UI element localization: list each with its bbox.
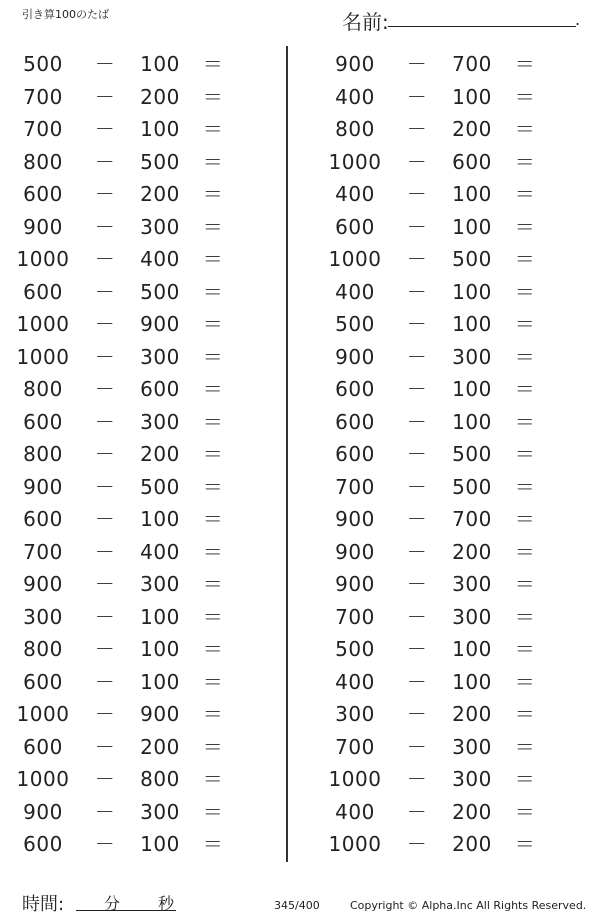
problem-row bbox=[326, 471, 600, 503]
equals-sign: ＝ bbox=[514, 182, 536, 206]
problem-row bbox=[326, 601, 600, 633]
right-problem-column bbox=[312, 48, 600, 860]
problem-row bbox=[326, 113, 600, 145]
equals-sign: ＝ bbox=[514, 507, 536, 531]
minuend: 400 bbox=[335, 799, 375, 824]
minus-sign: － bbox=[406, 182, 428, 206]
equals-sign: ＝ bbox=[202, 734, 224, 759]
subtrahend: 500 bbox=[140, 279, 180, 304]
equals-sign: ＝ bbox=[514, 344, 536, 369]
equals-sign: ＝ bbox=[514, 214, 536, 239]
problem-row bbox=[14, 113, 300, 145]
equals-sign: ＝ bbox=[202, 84, 224, 109]
seconds-label: 秒 bbox=[158, 894, 175, 913]
minuend: 700 bbox=[335, 604, 375, 629]
equals-sign: ＝ bbox=[202, 799, 224, 824]
minuend: 900 bbox=[335, 344, 375, 369]
problem-row bbox=[14, 568, 300, 600]
equals-sign: ＝ bbox=[514, 604, 536, 629]
minus-sign: － bbox=[406, 52, 428, 76]
subtrahend: 300 bbox=[452, 767, 492, 791]
subtrahend: 100 bbox=[452, 637, 492, 661]
minus-sign: － bbox=[406, 669, 428, 694]
equals-sign: ＝ bbox=[202, 832, 224, 856]
problem-row bbox=[326, 633, 600, 665]
minus-sign: － bbox=[94, 637, 116, 661]
equals-sign: ＝ bbox=[514, 669, 536, 694]
equals-sign: ＝ bbox=[514, 52, 536, 76]
minus-sign: － bbox=[406, 734, 428, 759]
minuend: 400 bbox=[335, 669, 375, 694]
minus-sign: － bbox=[406, 214, 428, 239]
equals-sign: ＝ bbox=[202, 279, 224, 304]
subtrahend: 100 bbox=[140, 669, 180, 694]
problem-row bbox=[14, 601, 300, 633]
minus-sign: － bbox=[94, 279, 116, 304]
minus-sign: － bbox=[406, 474, 428, 499]
equals-sign: ＝ bbox=[514, 442, 536, 466]
equals-sign: ＝ bbox=[514, 279, 536, 304]
minus-sign: － bbox=[94, 702, 116, 726]
subtrahend: 100 bbox=[140, 832, 180, 856]
minus-sign: － bbox=[94, 669, 116, 694]
equals-sign: ＝ bbox=[514, 474, 536, 499]
problem-area bbox=[0, 48, 600, 860]
problem-row bbox=[14, 731, 300, 763]
minus-sign: － bbox=[94, 344, 116, 369]
subtrahend: 100 bbox=[140, 117, 180, 141]
subtrahend: 200 bbox=[452, 702, 492, 726]
minus-sign: － bbox=[406, 442, 428, 466]
problem-row bbox=[326, 666, 600, 698]
minus-sign: － bbox=[94, 474, 116, 499]
minus-sign: － bbox=[406, 409, 428, 434]
subtrahend: 200 bbox=[452, 539, 492, 564]
subtrahend: 600 bbox=[140, 377, 180, 401]
equals-sign: ＝ bbox=[202, 507, 224, 531]
equals-sign: ＝ bbox=[202, 539, 224, 564]
equals-sign: ＝ bbox=[202, 702, 224, 726]
minuend: 1000 bbox=[328, 832, 382, 856]
time-label: 時間: bbox=[22, 894, 65, 915]
problem-row bbox=[14, 666, 300, 698]
minus-sign: － bbox=[406, 247, 428, 271]
problem-row bbox=[326, 81, 600, 113]
minus-sign: － bbox=[406, 832, 428, 856]
minus-sign: － bbox=[406, 637, 428, 661]
subtrahend: 100 bbox=[452, 279, 492, 304]
minuend: 600 bbox=[335, 377, 375, 401]
minuend: 900 bbox=[23, 214, 63, 239]
subtrahend: 100 bbox=[452, 214, 492, 239]
minuend: 400 bbox=[335, 182, 375, 206]
subtrahend: 300 bbox=[452, 734, 492, 759]
minus-sign: － bbox=[94, 832, 116, 856]
problem-row bbox=[14, 211, 300, 243]
subtrahend: 100 bbox=[452, 312, 492, 336]
minuend: 600 bbox=[335, 214, 375, 239]
minus-sign: － bbox=[406, 377, 428, 401]
minuend: 1000 bbox=[16, 344, 70, 369]
copyright-notice: Copyright © Alpha.Inc All Rights Reserved. bbox=[350, 899, 587, 912]
subtrahend: 300 bbox=[452, 344, 492, 369]
problem-row bbox=[14, 471, 300, 503]
minus-sign: － bbox=[406, 572, 428, 596]
minuend: 1000 bbox=[328, 767, 382, 791]
minuend: 600 bbox=[23, 182, 63, 206]
problem-row bbox=[326, 211, 600, 243]
subtrahend: 300 bbox=[140, 799, 180, 824]
minus-sign: － bbox=[94, 247, 116, 271]
subtrahend: 700 bbox=[452, 52, 492, 76]
subtrahend: 800 bbox=[140, 767, 180, 791]
minuend: 400 bbox=[335, 84, 375, 109]
subtrahend: 200 bbox=[452, 799, 492, 824]
subtrahend: 100 bbox=[140, 637, 180, 661]
equals-sign: ＝ bbox=[202, 637, 224, 661]
problem-row bbox=[326, 341, 600, 373]
problem-row bbox=[14, 698, 300, 730]
minus-sign: － bbox=[406, 539, 428, 564]
problem-row bbox=[14, 308, 300, 340]
problem-row bbox=[326, 731, 600, 763]
equals-sign: ＝ bbox=[514, 117, 536, 141]
minuend: 600 bbox=[23, 669, 63, 694]
subtrahend: 200 bbox=[452, 832, 492, 856]
subtrahend: 500 bbox=[452, 442, 492, 466]
name-label: 名前: bbox=[342, 10, 389, 34]
minus-sign: － bbox=[94, 799, 116, 824]
subtrahend: 100 bbox=[452, 669, 492, 694]
minus-sign: － bbox=[406, 604, 428, 629]
problem-row bbox=[14, 341, 300, 373]
equals-sign: ＝ bbox=[514, 832, 536, 856]
equals-sign: ＝ bbox=[514, 312, 536, 336]
minutes-label: 分 bbox=[104, 894, 121, 913]
minus-sign: － bbox=[94, 117, 116, 141]
subtrahend: 500 bbox=[452, 247, 492, 271]
minuend: 600 bbox=[335, 442, 375, 466]
equals-sign: ＝ bbox=[202, 767, 224, 791]
subtrahend: 900 bbox=[140, 702, 180, 726]
subtrahend: 300 bbox=[452, 604, 492, 629]
minuend: 800 bbox=[335, 117, 375, 141]
equals-sign: ＝ bbox=[202, 474, 224, 499]
minuend: 1000 bbox=[16, 312, 70, 336]
minus-sign: － bbox=[94, 214, 116, 239]
problem-row bbox=[14, 438, 300, 470]
problem-row bbox=[14, 796, 300, 828]
subtrahend: 400 bbox=[140, 539, 180, 564]
minuend: 800 bbox=[23, 149, 63, 174]
problem-row bbox=[14, 146, 300, 178]
equals-sign: ＝ bbox=[514, 247, 536, 271]
minuend: 900 bbox=[23, 474, 63, 499]
subtrahend: 100 bbox=[140, 507, 180, 531]
minuend: 600 bbox=[23, 409, 63, 434]
problem-row bbox=[14, 48, 300, 80]
problem-row bbox=[326, 796, 600, 828]
minuend: 900 bbox=[335, 52, 375, 76]
minuend: 600 bbox=[23, 734, 63, 759]
worksheet-title: 引き算100のたば bbox=[22, 8, 109, 21]
problem-row bbox=[326, 276, 600, 308]
subtrahend: 100 bbox=[452, 182, 492, 206]
minuend: 700 bbox=[335, 474, 375, 499]
subtrahend: 200 bbox=[140, 182, 180, 206]
equals-sign: ＝ bbox=[514, 702, 536, 726]
minus-sign: － bbox=[406, 117, 428, 141]
minuend: 700 bbox=[23, 84, 63, 109]
subtrahend: 100 bbox=[452, 84, 492, 109]
subtrahend: 300 bbox=[140, 409, 180, 434]
equals-sign: ＝ bbox=[202, 312, 224, 336]
minuend: 300 bbox=[23, 604, 63, 629]
minuend: 800 bbox=[23, 442, 63, 466]
minuend: 600 bbox=[23, 279, 63, 304]
problem-row bbox=[326, 828, 600, 860]
minuend: 700 bbox=[335, 734, 375, 759]
problem-row bbox=[14, 503, 300, 535]
problem-row bbox=[14, 178, 300, 210]
minuend: 1000 bbox=[16, 767, 70, 791]
subtrahend: 300 bbox=[140, 214, 180, 239]
subtrahend: 100 bbox=[140, 52, 180, 76]
minuend: 900 bbox=[23, 799, 63, 824]
problem-row bbox=[326, 536, 600, 568]
problem-row bbox=[326, 406, 600, 438]
equals-sign: ＝ bbox=[514, 149, 536, 174]
subtrahend: 200 bbox=[452, 117, 492, 141]
subtrahend: 500 bbox=[140, 149, 180, 174]
equals-sign: ＝ bbox=[514, 84, 536, 109]
equals-sign: ＝ bbox=[514, 377, 536, 401]
problem-row bbox=[326, 568, 600, 600]
minuend: 800 bbox=[23, 637, 63, 661]
problem-row bbox=[326, 146, 600, 178]
equals-sign: ＝ bbox=[202, 604, 224, 629]
minus-sign: － bbox=[94, 604, 116, 629]
minus-sign: － bbox=[406, 149, 428, 174]
problem-row bbox=[14, 763, 300, 795]
minus-sign: － bbox=[94, 84, 116, 109]
minus-sign: － bbox=[406, 507, 428, 531]
minuend: 500 bbox=[23, 52, 63, 76]
equals-sign: ＝ bbox=[202, 344, 224, 369]
equals-sign: ＝ bbox=[202, 117, 224, 141]
problem-row bbox=[14, 243, 300, 275]
minus-sign: － bbox=[406, 702, 428, 726]
equals-sign: ＝ bbox=[514, 799, 536, 824]
page-number: 345/400 bbox=[274, 899, 320, 912]
minuend: 1000 bbox=[328, 149, 382, 174]
problem-row bbox=[14, 276, 300, 308]
subtrahend: 400 bbox=[140, 247, 180, 271]
minuend: 600 bbox=[335, 409, 375, 434]
name-blank-line bbox=[388, 26, 576, 27]
equals-sign: ＝ bbox=[202, 247, 224, 271]
minuend: 300 bbox=[335, 702, 375, 726]
subtrahend: 500 bbox=[140, 474, 180, 499]
problem-row bbox=[326, 698, 600, 730]
problem-row bbox=[326, 763, 600, 795]
subtrahend: 900 bbox=[140, 312, 180, 336]
minuend: 900 bbox=[335, 507, 375, 531]
problem-row bbox=[326, 178, 600, 210]
minuend: 400 bbox=[335, 279, 375, 304]
subtrahend: 100 bbox=[452, 409, 492, 434]
minus-sign: － bbox=[94, 377, 116, 401]
subtrahend: 300 bbox=[452, 572, 492, 596]
equals-sign: ＝ bbox=[202, 442, 224, 466]
minuend: 1000 bbox=[16, 247, 70, 271]
minus-sign: － bbox=[94, 734, 116, 759]
problem-row bbox=[326, 48, 600, 80]
subtrahend: 200 bbox=[140, 442, 180, 466]
subtrahend: 300 bbox=[140, 572, 180, 596]
equals-sign: ＝ bbox=[202, 409, 224, 434]
equals-sign: ＝ bbox=[514, 539, 536, 564]
minuend: 1000 bbox=[328, 247, 382, 271]
minus-sign: － bbox=[94, 182, 116, 206]
problem-row bbox=[326, 308, 600, 340]
left-problem-column bbox=[0, 48, 286, 860]
problem-row bbox=[14, 828, 300, 860]
minus-sign: － bbox=[406, 84, 428, 109]
equals-sign: ＝ bbox=[514, 767, 536, 791]
minuend: 1000 bbox=[16, 702, 70, 726]
problem-row bbox=[326, 438, 600, 470]
problem-row bbox=[14, 536, 300, 568]
minus-sign: － bbox=[406, 799, 428, 824]
minuend: 600 bbox=[23, 507, 63, 531]
minuend: 500 bbox=[335, 312, 375, 336]
problem-row bbox=[14, 373, 300, 405]
minus-sign: － bbox=[94, 442, 116, 466]
problem-row bbox=[326, 243, 600, 275]
equals-sign: ＝ bbox=[514, 409, 536, 434]
problem-row bbox=[14, 81, 300, 113]
minus-sign: － bbox=[94, 409, 116, 434]
minus-sign: － bbox=[406, 344, 428, 369]
minus-sign: － bbox=[94, 52, 116, 76]
subtrahend: 200 bbox=[140, 734, 180, 759]
minuend: 700 bbox=[23, 539, 63, 564]
problem-row bbox=[14, 406, 300, 438]
equals-sign: ＝ bbox=[202, 214, 224, 239]
minuend: 900 bbox=[23, 572, 63, 596]
minus-sign: － bbox=[94, 539, 116, 564]
subtrahend: 600 bbox=[452, 149, 492, 174]
subtrahend: 300 bbox=[140, 344, 180, 369]
problem-row bbox=[326, 373, 600, 405]
equals-sign: ＝ bbox=[514, 637, 536, 661]
minus-sign: － bbox=[406, 279, 428, 304]
subtrahend: 500 bbox=[452, 474, 492, 499]
minuend: 600 bbox=[23, 832, 63, 856]
subtrahend: 200 bbox=[140, 84, 180, 109]
equals-sign: ＝ bbox=[514, 734, 536, 759]
minuend: 900 bbox=[335, 539, 375, 564]
minus-sign: － bbox=[94, 507, 116, 531]
equals-sign: ＝ bbox=[202, 52, 224, 76]
minus-sign: － bbox=[94, 767, 116, 791]
name-end-mark: . bbox=[575, 10, 581, 29]
minus-sign: － bbox=[94, 572, 116, 596]
equals-sign: ＝ bbox=[202, 182, 224, 206]
minus-sign: － bbox=[94, 312, 116, 336]
equals-sign: ＝ bbox=[202, 669, 224, 694]
minus-sign: － bbox=[406, 312, 428, 336]
equals-sign: ＝ bbox=[202, 377, 224, 401]
minus-sign: － bbox=[406, 767, 428, 791]
equals-sign: ＝ bbox=[202, 572, 224, 596]
minuend: 700 bbox=[23, 117, 63, 141]
minuend: 500 bbox=[335, 637, 375, 661]
equals-sign: ＝ bbox=[514, 572, 536, 596]
subtrahend: 700 bbox=[452, 507, 492, 531]
minus-sign: － bbox=[94, 149, 116, 174]
problem-row bbox=[14, 633, 300, 665]
subtrahend: 100 bbox=[452, 377, 492, 401]
minuend: 900 bbox=[335, 572, 375, 596]
problem-row bbox=[326, 503, 600, 535]
subtrahend: 100 bbox=[140, 604, 180, 629]
equals-sign: ＝ bbox=[202, 149, 224, 174]
minuend: 800 bbox=[23, 377, 63, 401]
